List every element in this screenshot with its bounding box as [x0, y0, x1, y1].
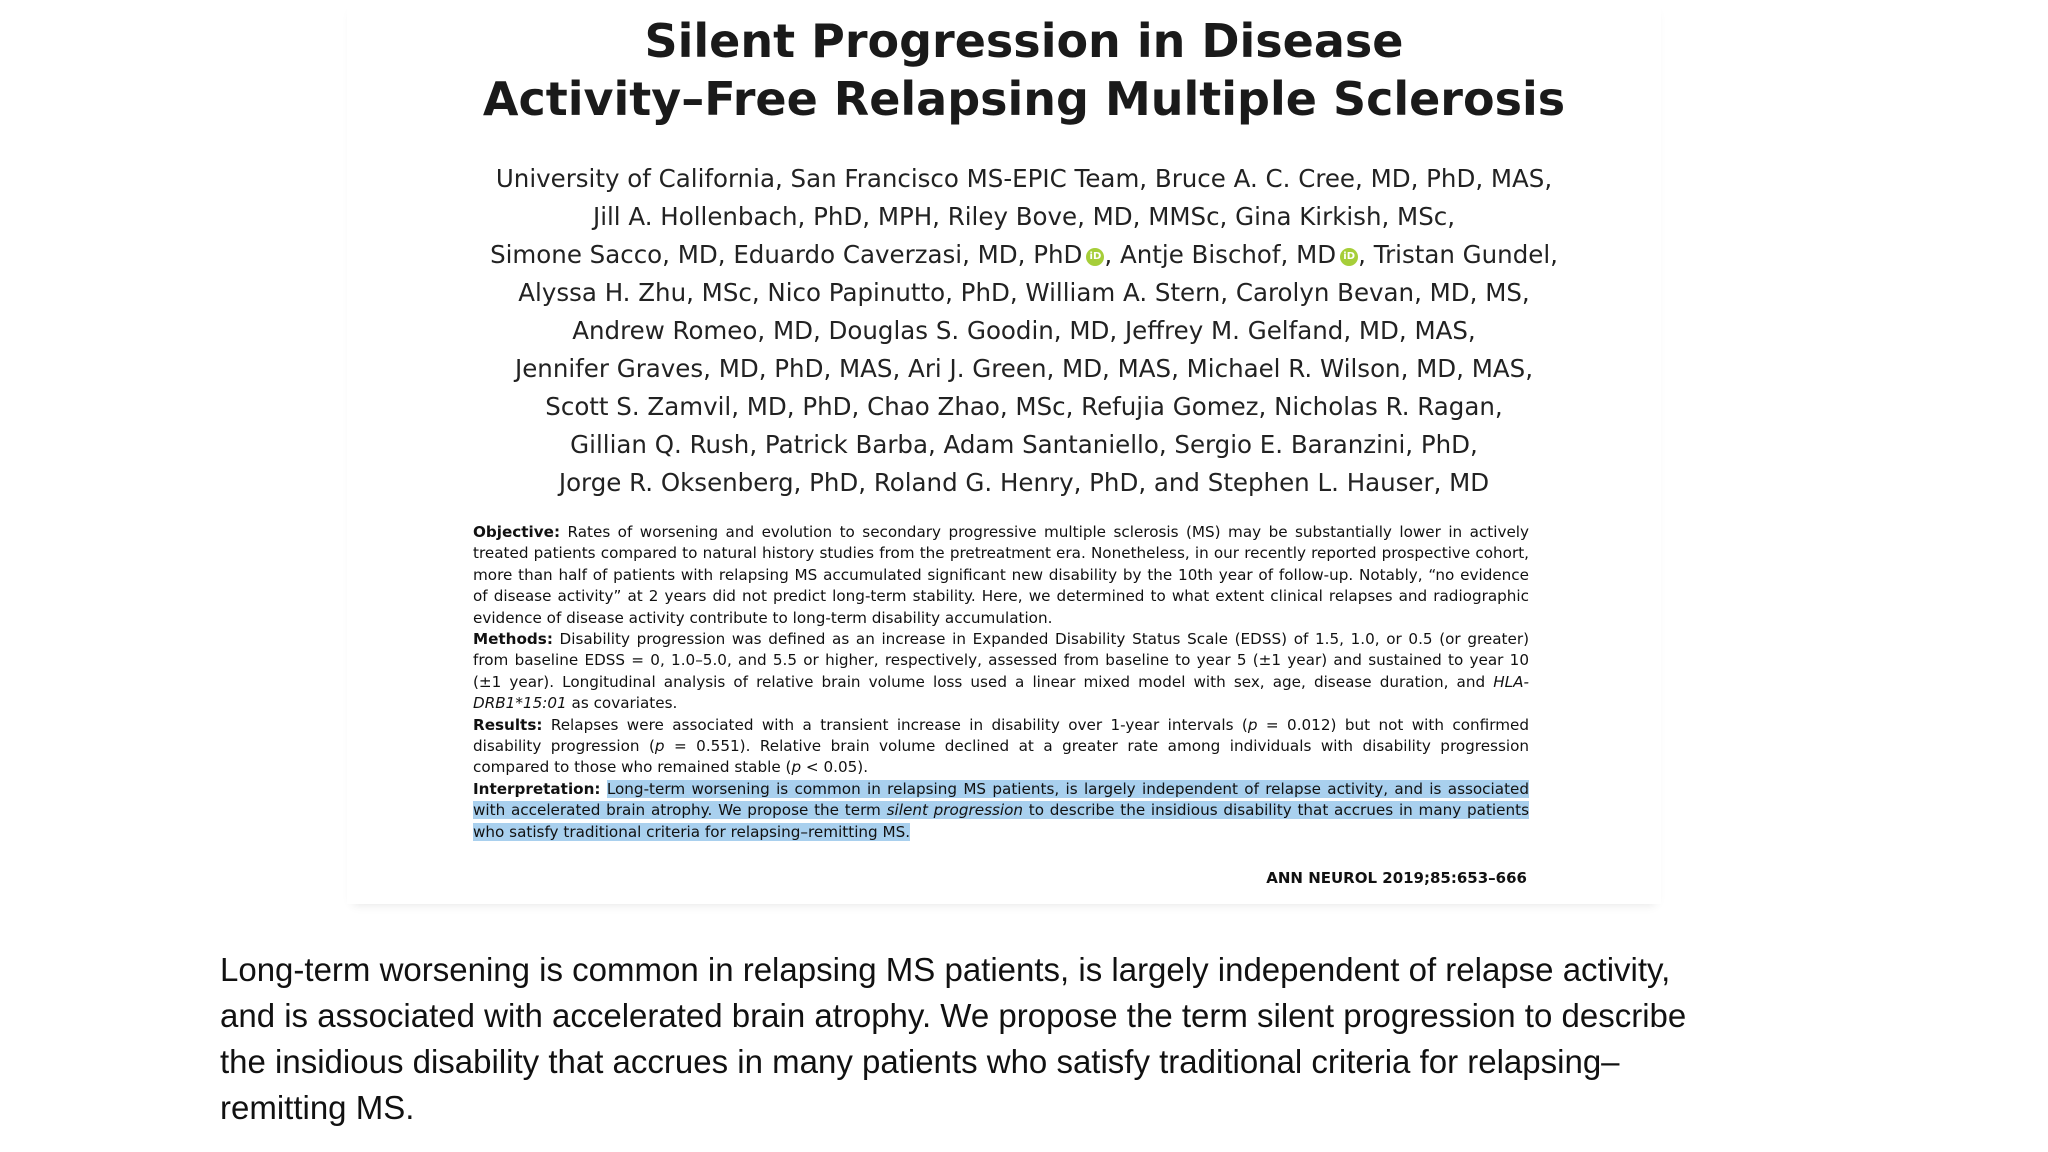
- author-text: Simone Sacco, MD, Eduardo Caverzasi, MD, PhD: [490, 240, 1083, 269]
- methods-label: Methods:: [473, 630, 553, 649]
- caption-line: and is associated with accelerated brain atrophy. We propose the term silent progression to describe: [220, 997, 1687, 1034]
- title-line: Silent Progression in Disease: [644, 14, 1404, 68]
- results-text: < 0.05).: [801, 758, 869, 777]
- abstract: [473, 522, 1529, 843]
- author-line: Gillian Q. Rush, Patrick Barba, Adam Santaniello, Sergio E. Baranzini, PhD,: [570, 430, 1478, 459]
- abstract-methods: [473, 629, 1529, 715]
- interpretation-text: to describe the insidious disability that accrues in many patients who satisfy traditional criteria for relapsing–remitting MS.: [473, 801, 1529, 841]
- interpretation-text: Long-term worsening is common in relapsing MS patients, is largely independent of relapse activity, and is associated with accelerated brain atrophy. We propose the term: [473, 779, 1530, 820]
- title-line: Activity–Free Relapsing Multiple Sclerosis: [482, 72, 1566, 126]
- interpretation-label: Interpretation:: [473, 779, 601, 798]
- journal-citation: ANN NEUROL 2019;85:653–666: [1266, 869, 1527, 887]
- author-line: Scott S. Zamvil, MD, PhD, Chao Zhao, MSc, Refujia Gomez, Nicholas R. Ragan,: [545, 392, 1503, 421]
- paper-title: [0, 12, 2048, 128]
- orcid-icon[interactable]: iD: [1086, 248, 1104, 266]
- results-label: Results:: [473, 715, 543, 734]
- author-list: [0, 160, 2048, 502]
- methods-tail: as covariates.: [566, 694, 678, 713]
- interpretation-term: silent progression: [886, 801, 1024, 820]
- p-symbol: p: [791, 758, 802, 777]
- results-text: = 0.012) but not with confirmed disability progression (: [473, 715, 1529, 756]
- author-line: Jorge R. Oksenberg, PhD, Roland G. Henry, PhD, and Stephen L. Hauser, MD: [558, 468, 1490, 497]
- abstract-interpretation: [473, 779, 1529, 843]
- results-text: = 0.551). Relative brain volume declined at a greater rate among individuals with disability progression compared to those who remained stable (: [473, 737, 1529, 777]
- author-line: Andrew Romeo, MD, Douglas S. Goodin, MD, Jeffrey M. Gelfand, MD, MAS,: [572, 316, 1476, 345]
- objective-label: Objective:: [473, 523, 561, 541]
- orcid-icon[interactable]: iD: [1340, 248, 1358, 266]
- author-line: Alyssa H. Zhu, MSc, Nico Papinutto, PhD, William A. Stern, Carolyn Bevan, MD, MS,: [518, 278, 1530, 307]
- caption-line: the insidious disability that accrues in many patients who satisfy traditional criteria for relapsing–: [220, 1043, 1620, 1080]
- results-text: Relapses were associated with a transient increase in disability over 1-year intervals (: [542, 715, 1248, 734]
- abstract-objective: [473, 522, 1529, 629]
- caption-line: Long-term worsening is common in relapsing MS patients, is largely independent of relapse activity,: [220, 951, 1671, 988]
- slide-caption: [220, 947, 1820, 1131]
- p-symbol: p: [1247, 715, 1258, 734]
- author-text: , Antje Bischof, MD: [1104, 240, 1337, 269]
- objective-text: Rates of worsening and evolution to secondary progressive multiple sclerosis (MS) may be substantially lower in actively treated patients compared to natural history studies from the pretreatment era. Nonetheless, in our recently reported prospective cohort, more than half of patients with relapsing MS accumulated significant new disability by the 10th year of follow-up. Notably, “no evidence of disease activity” at 2 years did not predict long-term stability. Here, we determined to what extent clinical relapses and radiographic evidence of disease activity contribute to long-term disability accumulation.: [473, 523, 1529, 627]
- author-line: University of California, San Francisco MS-EPIC Team, Bruce A. C. Cree, MD, PhD, MAS,: [495, 164, 1553, 193]
- gene-name: HLA-DRB1*15:01: [473, 672, 1529, 713]
- author-line: Jill A. Hollenbach, PhD, MPH, Riley Bove, MD, MMSc, Gina Kirkish, MSc,: [592, 202, 1456, 231]
- abstract-results: [473, 715, 1529, 779]
- highlighted-text[interactable]: [473, 780, 1529, 841]
- author-line: Jennifer Graves, MD, PhD, MAS, Ari J. Green, MD, MAS, Michael R. Wilson, MD, MAS,: [515, 354, 1533, 383]
- p-symbol: p: [654, 737, 665, 756]
- methods-text: Disability progression was defined as an increase in Expanded Disability Status Scale (EDSS) of 1.5, 1.0, or 0.5 (or greater) from baseline EDSS = 0, 1.0–5.0, and 5.5 or higher, respectively, assessed from baseline to year 5 (±1 year) and sustained to year 10 (±1 year). Longitudinal analysis of relative brain volume loss used a linear mixed model with sex, age, disease duration, and: [473, 630, 1529, 691]
- author-line: [0, 236, 2048, 274]
- author-text: , Tristan Gundel,: [1358, 240, 1558, 269]
- caption-line: remitting MS.: [220, 1089, 415, 1126]
